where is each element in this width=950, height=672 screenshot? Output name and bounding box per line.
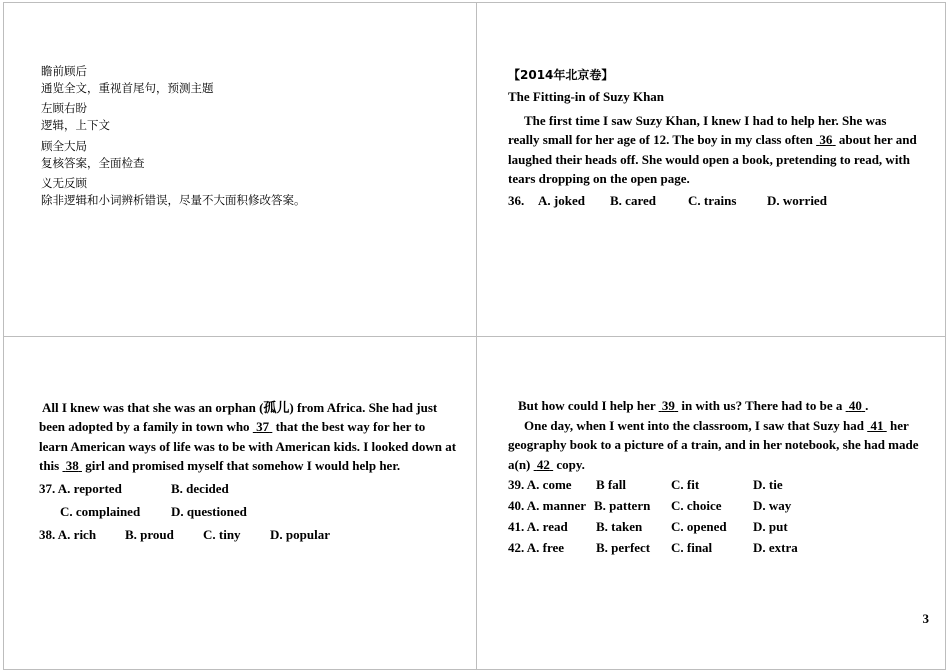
blank-40: 40 (848, 398, 862, 413)
q37-option-b: B. decided (171, 481, 229, 496)
paragraph-text: girl and promised myself that somehow I would help her. (81, 458, 401, 474)
q42-option-b: B. perfect (596, 540, 651, 555)
paragraph-text: But how could I help her (518, 398, 659, 413)
slide-panel-passage-part-3 (476, 336, 946, 670)
q36-option-c: C. trains (688, 193, 737, 208)
blank-37: 37 (256, 419, 270, 435)
q40-option-c: C. choice (671, 498, 722, 513)
q38-option-a: 38. A. rich (39, 527, 97, 542)
strategy-text-1: 通览全文，重视首尾句，预测主题 (41, 81, 214, 95)
q39-option-c: C. fit (671, 477, 700, 492)
paragraph-text: One day, when I went into the classroom, I saw that Suzy had (524, 418, 868, 433)
strategy-heading-3: 顾全大局 (41, 139, 87, 153)
q41-option-c: C. opened (671, 519, 727, 534)
q37-option-c: C. complained (60, 504, 141, 519)
q40-option-d: D. way (753, 498, 792, 513)
strategy-heading-1: 瞻前顾后 (41, 64, 87, 78)
blank-39: 39 (661, 398, 675, 413)
paragraph-text: copy. (553, 456, 585, 472)
blank-36: 36 (819, 132, 833, 148)
strategy-heading-2: 左顾右盼 (41, 101, 87, 115)
q39-option-d: D. tie (753, 477, 783, 492)
q39-option-b: B fall (596, 477, 626, 492)
q41-option-b: B. taken (596, 519, 643, 534)
q36-option-d: D. worried (767, 193, 827, 208)
q42-option-c: C. final (671, 540, 713, 555)
q42-option-d: D. extra (753, 540, 798, 555)
slide-panel-passage-intro (476, 2, 946, 337)
passage-title: The Fitting-in of Suzy Khan (508, 89, 665, 104)
q36-number: 36. (508, 193, 525, 208)
strategy-text-2: 逻辑，上下文 (41, 118, 110, 132)
paragraph-text: . (865, 398, 869, 413)
q38-option-b: B. proud (125, 527, 174, 542)
exam-source: 【2014年北京卷】 (508, 68, 614, 82)
q42-option-a: 42. A. free (508, 540, 565, 555)
page-number: 3 (922, 611, 929, 626)
passage-paragraph-4 (508, 416, 932, 474)
strategy-heading-4: 义无反顾 (41, 176, 87, 190)
strategy-text-4: 除非逻辑和小词辨析错误，尽量不大面积修改答案。 (41, 193, 306, 207)
passage-paragraph-1 (508, 111, 918, 189)
slide-panel-strategy (3, 2, 477, 337)
q37-option-a: 37. A. reported (39, 481, 122, 496)
q36-option-a: A. joked (538, 193, 585, 208)
q41-option-a: 41. A. read (508, 519, 568, 534)
q40-option-a: 40. A. manner (508, 498, 586, 513)
blank-41: 41 (870, 418, 884, 433)
blank-42: 42 (536, 456, 550, 472)
paragraph-text: The first time I saw Suzy Khan, I knew I had to help her. She was really small for her age of 12. The boy in my class often (508, 113, 887, 148)
paragraph-text: All I knew was that she was an orphan (孤儿) from Africa. She had just been adopted by a family in town who (39, 400, 438, 435)
strategy-text-3: 复核答案，全面检查 (41, 156, 145, 170)
q39-option-a: 39. A. come (508, 477, 572, 492)
q41-option-d: D. put (753, 519, 788, 534)
passage-line-3 (518, 396, 868, 415)
q38-option-c: C. tiny (203, 527, 241, 542)
slide-panel-passage-part-2 (3, 336, 477, 670)
paragraph-text: in with us? There had to be a (678, 398, 846, 413)
q38-option-d: D. popular (270, 527, 330, 542)
paragraph-text: that the best way for her to learn American ways of life was to be with American kids. I looked down at this (39, 419, 457, 474)
q40-option-b: B. pattern (594, 498, 651, 513)
q37-option-d: D. questioned (171, 504, 247, 519)
q36-option-b: B. cared (610, 193, 656, 208)
paragraph-text: her geography book to a picture of a train, and in her notebook, she had made a(n) (508, 418, 919, 472)
paragraph-text: about her and laughed their heads off. She would open a book, pretending to read, with tears dropping on the open page. (508, 132, 917, 187)
passage-paragraph-2 (39, 398, 457, 476)
blank-38: 38 (65, 458, 79, 474)
